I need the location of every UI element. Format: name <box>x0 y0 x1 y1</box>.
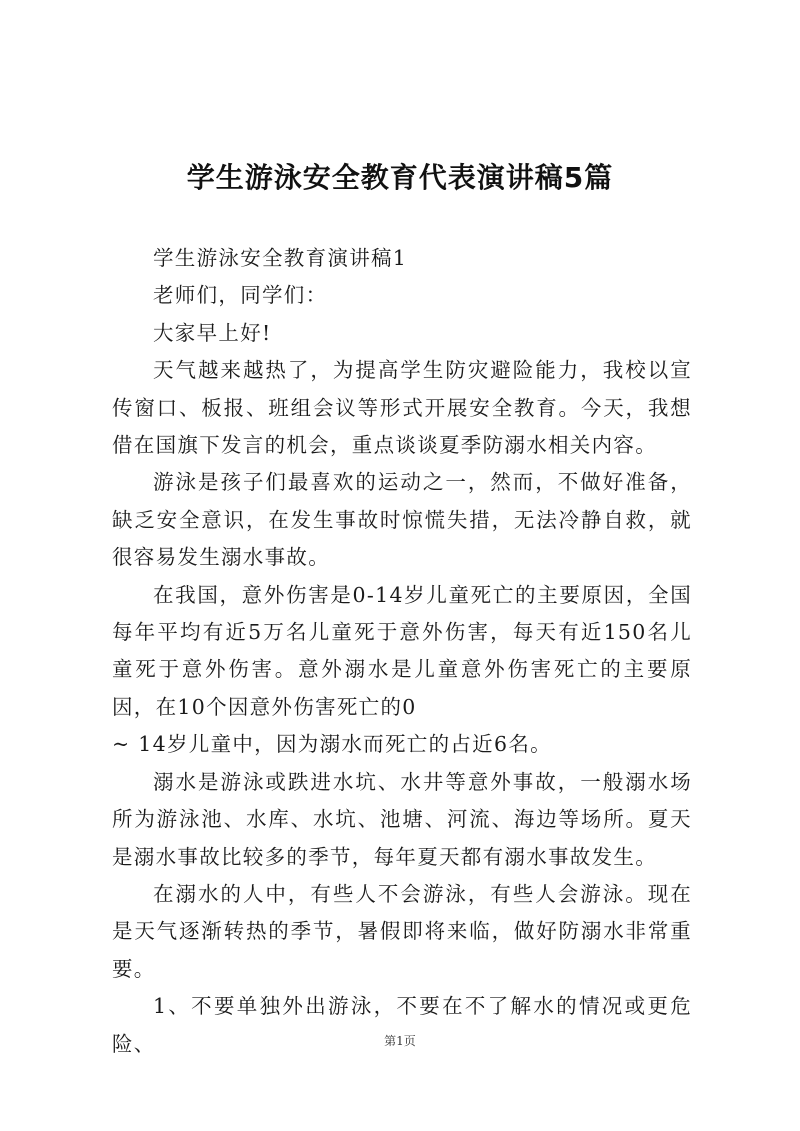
paragraph: ~ 14岁儿童中，因为溺水而死亡的占近6名。 <box>112 732 552 757</box>
paragraph: 天气越来越热了，为提高学生防灾避险能力，我校以宣传窗口、板报、班组会议等形式开展安全教育。今天，我想借在国旗下发言的机会，重点谈谈夏季防溺水相关内容。 <box>112 358 692 458</box>
paragraph: 学生游泳安全教育演讲稿1 <box>153 246 408 270</box>
paragraph: 在我国，意外伤害是0-14岁儿童死亡的主要原因，全国每年平均有近5万名儿童死于意外伤害，每天有近150名儿童死于意外伤害。意外溺水是儿童意外伤害死亡的主要原因，在10个因意外伤害死亡的0 <box>112 582 692 719</box>
paragraph: 游泳是孩子们最喜欢的运动之一，然而，不做好准备，缺乏安全意识，在发生事故时惊慌失措，无法冷静自救，就很容易发生溺水事故。 <box>112 470 692 570</box>
paragraph: 在溺水的人中，有些人不会游泳，有些人会游泳。现在是天气逐渐转热的季节，暑假即将来临，做好防溺水非常重要。 <box>112 881 692 981</box>
paragraph: 溺水是游泳或跌进水坑、水井等意外事故，一般溺水场所为游泳池、水库、水坑、池塘、河流、海边等场所。夏天是溺水事故比较多的季节，每年夏天都有溺水事故发生。 <box>112 769 692 869</box>
document-title: 学生游泳安全教育代表演讲稿5篇 <box>186 161 614 194</box>
page-number: 第1页 <box>384 1034 416 1048</box>
paragraph: 大家早上好! <box>153 320 272 345</box>
paragraph: 1、不要单独外出游泳，不要在不了解水的情况或更危险、 <box>112 994 692 1056</box>
paragraph: 老师们，同学们： <box>153 283 328 308</box>
document-body <box>112 240 692 1063</box>
